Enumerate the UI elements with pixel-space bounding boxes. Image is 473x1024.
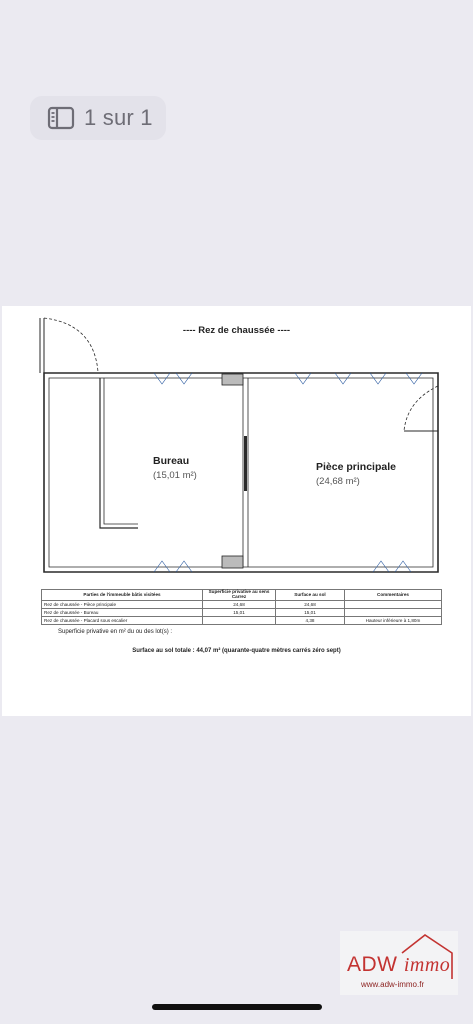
table-cell [203, 617, 276, 625]
page-indicator-label: 1 sur 1 [84, 105, 153, 130]
table-header-row [42, 590, 442, 601]
table-header: Surface au sol [276, 590, 345, 601]
floor-plan [2, 306, 471, 716]
table-cell: Hauteur inférieure à 1,80m [345, 617, 442, 625]
table-cell: 24,68 [203, 601, 276, 609]
table-header: Parties de l'immeuble bâtis visitées [42, 590, 203, 601]
table-header: Superficie privative au sens Carrez [203, 590, 276, 601]
sidebar-icon [47, 106, 75, 130]
table-cell: Rez de chaussée - Bureau [42, 609, 203, 617]
room-area-piece-principale: (24,68 m²) [316, 476, 360, 487]
room-area-bureau: (15,01 m²) [153, 470, 197, 481]
table-cell [345, 601, 442, 609]
document-page [2, 306, 471, 716]
home-indicator[interactable] [152, 1004, 322, 1010]
table-row [42, 609, 442, 617]
logo-brand: ADW [347, 953, 398, 976]
table-header: Commentaires [345, 590, 442, 601]
footnote: Superficie privative en m² du ou des lot(s) : [58, 629, 173, 635]
page-indicator-pill[interactable] [30, 96, 166, 140]
table-cell: 15,01 [276, 609, 345, 617]
total-surface: Surface au sol totale : 44,07 m² (quarante-quatre mètres carrés zéro sept) [132, 648, 341, 654]
room-name-piece-principale: Pièce principale [316, 461, 396, 473]
table-cell: 24,68 [276, 601, 345, 609]
logo-wordmark [347, 953, 450, 977]
logo-brand-suffix: immo [403, 954, 451, 976]
table-row [42, 617, 442, 625]
table-row [42, 601, 442, 609]
area-table [41, 589, 442, 625]
logo-url: www.adw-immo.fr [361, 980, 425, 989]
room-name-bureau: Bureau [153, 455, 190, 467]
table-cell: 4,38 [276, 617, 345, 625]
plan-title: ---- Rez de chaussée ---- [182, 325, 291, 336]
table-cell: 15,01 [203, 609, 276, 617]
table-cell: Rez de chaussée - Placard sous escalier [42, 617, 203, 625]
table-cell [345, 609, 442, 617]
adw-immo-logo [340, 931, 458, 995]
table-cell: Rez de chaussée - Pièce principale [42, 601, 203, 609]
